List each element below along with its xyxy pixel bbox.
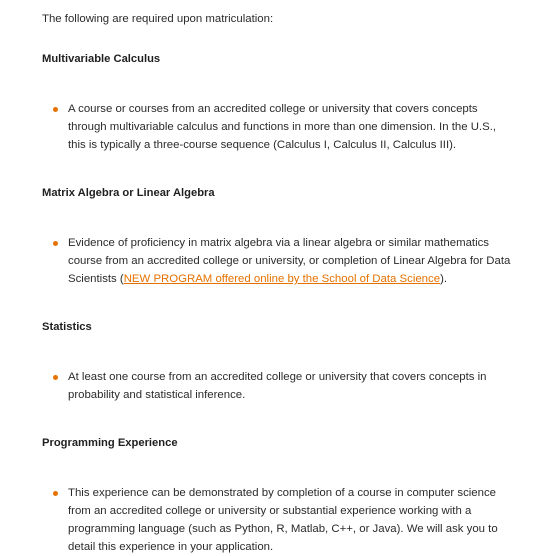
bullet-dot-icon [53, 107, 58, 112]
intro-text: The following are required upon matriculation: [42, 13, 274, 25]
section-programming-experience [42, 434, 512, 556]
bullet-dot-icon [53, 241, 58, 246]
section-multivariable-calculus [42, 50, 512, 154]
requirements-content [42, 10, 512, 556]
section-statistics [42, 318, 512, 404]
requirement-list [42, 234, 512, 288]
new-program-link[interactable]: NEW PROGRAM offered online by the School of Data Science [123, 273, 441, 285]
section-heading: Statistics [42, 321, 92, 333]
requirement-text: A course or courses from an accredited college or university that covers concepts through multivariable calculus and functions in more than one dimension. In the U.S., this is typically a three-course sequence (Calculus I, Calculus II, Calculus III). [68, 103, 497, 151]
requirement-list [42, 484, 512, 556]
bullet-dot-icon [53, 491, 58, 496]
requirement-list [42, 100, 512, 154]
requirement-text-end: ). [440, 273, 448, 285]
section-heading: Multivariable Calculus [42, 53, 161, 65]
requirement-list [42, 368, 512, 404]
list-item [42, 234, 512, 288]
bullet-dot-icon [53, 375, 58, 380]
requirement-text: This experience can be demonstrated by completion of a course in computer science from an accredited college or university or substantial experience working with a programming language (such as Python, R, Matlab, C++, or Java). We will ask you to detail this experience in your application. [68, 487, 498, 553]
section-heading: Programming Experience [42, 437, 178, 449]
list-item [42, 484, 512, 556]
list-item [42, 100, 512, 154]
requirement-text: Evidence of proficiency in matrix algebra via a linear algebra or similar mathematics course from an accredited college or university, or completion of Linear Algebra for Data Scientists ( [68, 237, 511, 285]
section-heading: Matrix Algebra or Linear Algebra [42, 187, 215, 199]
list-item [42, 368, 512, 404]
requirement-text: At least one course from an accredited college or university that covers concepts in probability and statistical inference. [68, 371, 487, 401]
section-matrix-algebra [42, 184, 512, 288]
